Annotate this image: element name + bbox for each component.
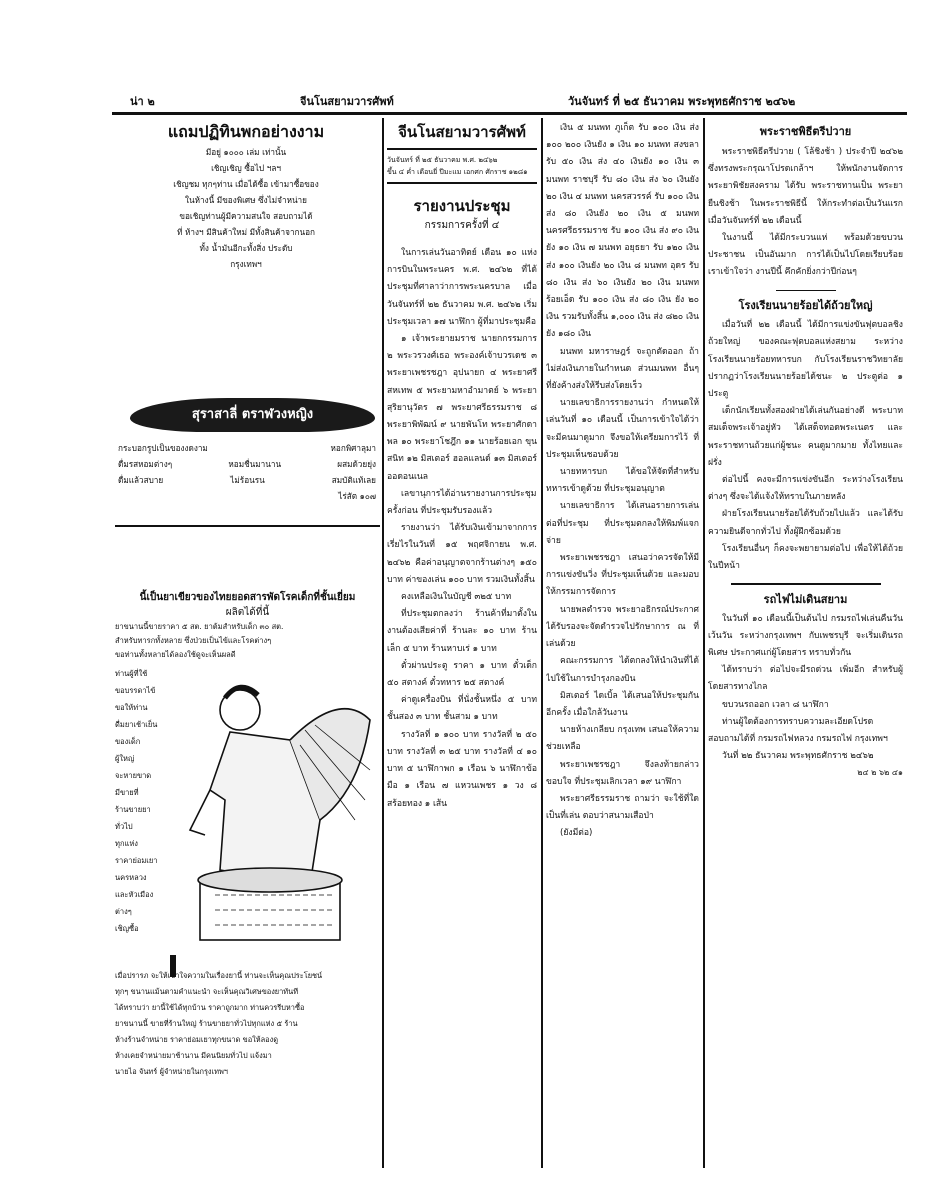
- ad-line: ยาขนานนี้ ขายที่ร้านใหญ่ ร้านขายยาทั่วไปทุกแห่ง ๕ ร้าน: [115, 1019, 298, 1028]
- ad-cell: ดื่มรสหอมต่างๆ: [118, 459, 173, 469]
- ad-line: ห้างร้านจำหน่าย ราคาย่อมเยาทุกขนาด ขอให้ลองดู: [115, 1035, 278, 1044]
- ad-cell: ไม่ร้อนรน: [230, 475, 265, 485]
- ad-side-text: [115, 665, 170, 937]
- paragraph: ในวันที่ ๑๐ เดือนนี้เป็นต้นไป กรมรถไฟเล่นคืนวันเว้นวัน ระหว่างกรุงเทพฯ กับเพชรบุรี จะเริ่มเดินรถพิเศษ ประกาศแก่ผู้โดยสาร ทราบทั่วกัน: [708, 613, 903, 659]
- paragraph: นายห้างเกลียบ กรุงเทพ เสนอให้ความช่วยเหลือ: [546, 725, 699, 753]
- paragraph: เมื่อวันที่ ๒๒ เดือนนี้ ได้มีการแข่งขันฟุตบอลชิงถ้วยใหญ่ ของคณะฟุตบอลแห่งสยาม ระหว่างโรงเรียนนายร้อยทหารบก กับโรงเรียนราชวิทยาลัย ปรากฏว่าโรงเรียนนายร้อยได้ชนะ ๒ ประตูต่อ ๑ ประตู: [708, 320, 903, 399]
- ad-sign: ไร่สัต ๑๐๗: [338, 491, 376, 501]
- page-number: น่า ๒: [130, 95, 155, 108]
- ad-row: [118, 440, 376, 456]
- paragraph: ในงานนี้ ได้มีกระบวนแห่ พร้อมด้วยขบวนประชาชน เป็นอันมาก การได้เป็นไปโดยเรียบร้อย เราเข้าใจว่า งานปีนี้ คึกคักยิ่งกว่าปีก่อนๆ: [708, 233, 903, 278]
- issue-line: ขึ้น ๔ ค่ำ เดือนยี่ ปีมะแม เอกศก ศักราช ๑๒๘๑: [387, 168, 528, 176]
- article-body: [387, 245, 537, 1170]
- paragraph: เลขานุการได้อ่านรายงานการประชุมครั้งก่อน ที่ประชุมรับรองแล้ว: [387, 488, 537, 517]
- paragraph: วันที่ ๒๒ ธันวาคม พระพุทธศักราช ๒๔๖๒: [722, 751, 874, 762]
- ad-line: ของเด็ก: [115, 737, 141, 746]
- ad-line: ยาขนานนี้ขายราคา ๕ สต. ยาต้มสำหรับเด็ก ๓๐ สต.: [115, 622, 284, 631]
- ad3-title: นี้เป็นยาเขียวของไทยยอดสารพัดโรคเด็กที่ชั้นเยี่ยม: [139, 592, 356, 603]
- paragraph: พระยาศรีธรรมราช ถามว่า จะใช้ที่ใดเป็นที่เล่น ตอบว่าสนามเสือป่า: [546, 793, 699, 822]
- ad-line: และหัวเมือง: [115, 890, 154, 899]
- paragraph: พระราชพิธีตรีปวาย ( โล้ชิงช้า ) ประจำปี ๒๔๖๒ ซึ่งทรงพระกรุณาโปรดเกล้าฯ ให้พนักงานจัดการ พระยาพิชัยสงคราม ได้รับ พระราชทานเป็น พระยายืนชิงช้า ในพระราชพิธีนี้ ให้กระทำต่อเป็นวันแรก เมื่อวันจันทร์ที่ ๒๒ เดือนนี้: [708, 147, 903, 226]
- ad3-subtitle: ผลิตได้ที่นี้: [225, 607, 270, 618]
- ad-line: เมื่อปรารภ จะให้เข้าใจความในเรื่องยานี้ ท่านจะเห็นคุณประโยชน์: [115, 971, 323, 980]
- ad-cell: หอมชื่นมานาน: [228, 459, 282, 469]
- issue-line: วันจันทร์ ที่ ๒๕ ธันวาคม พ.ศ. ๒๔๖๒: [387, 156, 498, 164]
- article-continued: [546, 120, 699, 1170]
- date-line: วันจันทร์ ที่ ๒๕ ธันวาคม พระพุทธศักราช ๒๔๖๒: [568, 95, 796, 108]
- ad-row: [118, 472, 376, 488]
- ad-calendar: [115, 120, 377, 272]
- ad-cell: สมบัติแท้เลย: [331, 475, 376, 485]
- ad-line: เชิญเชิญ ซื้อไป ฯลฯ: [211, 163, 281, 173]
- news-column: [708, 120, 903, 1170]
- ad-line: ขอให้ท่าน: [115, 703, 148, 712]
- ad-rule: [115, 525, 380, 527]
- column-divider: [703, 118, 705, 1168]
- paragraph: ได้ทราบว่า ต่อไปจะมีรถด่วน เพิ่มอีก สำหรับผู้โดยสารทางไกล: [708, 665, 903, 693]
- paragraph: ในการเล่นวันอาทิตย์ เดือน ๑๐ แห่งการบินในพระนคร พ.ศ. ๒๔๖๒ ที่ได้ประชุมที่ศาลาว่าการพระนครบาล เมื่อวันจันทร์ที่ ๒๒ ธันวาคม พ.ศ. ๒๔๖๒ เริ่มประชุมเวลา ๑๗ นาฬิกา ผู้ที่มาประชุมคือ: [387, 248, 537, 327]
- paragraph: ๑ เจ้าพระยายมราช นายกกรรมการ ๒ พระวรวงศ์เธอ พระองค์เจ้าบวรเดช ๓ พระยาเพชรชฎา อุปนายก ๔ พระยาศรีสหเทพ ๕ พระยามหาอำมาตย์ ๖ พระยาสุริยานุวัตร ๗ พระยาศรีธรรมราช ๘ พระยาพิพัฒน์ ๙ นายพันโท พระยาศักดาพล ๑๐ พระยาโชฎึก ๑๑ นายร้อยเอก ขุนสนิท ๑๒ มิสเตอร์ ฮอลแลนด์ ๑๓ มิสเตอร์ ออดอนเนล: [387, 334, 537, 482]
- article-subtitle: กรรมการครั้งที่ ๔: [424, 220, 500, 231]
- ad-line: ขอเชิญท่านผู้มีความสนใจ สอบถามได้: [179, 211, 313, 221]
- paragraph: พระยาเพชรชฎา เสนอว่าควรจัดให้มีการแข่งขันวิ่ง ที่ประชุมเห็นด้วย และมอบให้กรรมการจัดการ: [546, 553, 699, 598]
- paper-name: จีนโนสยามวารศัพท์: [300, 95, 394, 108]
- footer-code: ๒๔ ๒ ๖๒ ๔๑: [857, 767, 903, 777]
- ad-line: ทุกๆ ขนานแม้นตามคำแนะนำ จะเห็นคุณวิเศษของยาทันที: [115, 987, 299, 996]
- ad-line: กรุงเทพฯ: [230, 259, 262, 269]
- paragraph: ค่าดูเครื่องบิน ที่นั่งชั้นหนึ่ง ๕ บาท ชั้นสอง ๓ บาท ชั้นสาม ๑ บาท: [387, 695, 537, 723]
- ad-title: แถมปฏิทินพกอย่างงาม: [167, 122, 325, 141]
- paragraph: เด็กนักเรียนทั้งสองฝ่ายได้เล่นกันอย่างดี พระบาทสมเด็จพระเจ้าอยู่หัว ได้เสด็จทอดพระเนตร และพระราชทานถ้วยแก่ผู้ชนะ คนดูมากมาย ทั้งไทยและฝรั่ง: [708, 406, 903, 468]
- paragraph: มิสเตอร์ ไดเบิ้ล ได้เสนอให้ประชุมกันอีกครั้ง เมื่อใกล้วันงาน: [546, 690, 699, 718]
- ad-line: ได้ทราบว่า ยานี้ใช้ได้ทุกบ้าน ราคาถูกมาก ท่านควรรีบหาซื้อ: [115, 1003, 305, 1012]
- ad-line: มีอยู่ ๑๐๐๐ เล่ม เท่านั้น: [205, 147, 287, 157]
- paragraph: พระยาเพชรชฎา จึงลงท้ายกล่าวขอบใจ ที่ประชุมเลิกเวลา ๑๙ นาฬิกา: [546, 759, 699, 787]
- ad-line: ท่านผู้ที่ใช้: [115, 669, 148, 678]
- woman-illustration-image: [170, 650, 375, 960]
- ad-line: ต่างๆ: [115, 907, 132, 916]
- paragraph: นายทหารบก ได้ขอให้จัดที่สำหรับทหารเข้าดูด้วย ที่ประชุมอนุญาต: [546, 467, 699, 495]
- ad-line: ขอท่านทั้งหลายได้ลองใช้ดูจะเห็นผลดี: [115, 650, 236, 659]
- ad-banner-ribbon: สุราสาลี่ ตราฬวงหญิง: [130, 398, 375, 432]
- ad-line: จะหายขาด: [115, 771, 152, 780]
- ad-line: ร้านขายยา: [115, 805, 151, 814]
- ad-line: ห้างเคยจำหน่ายมาช้านาน มีคนนิยมทั่วไป แจ้งมา: [115, 1051, 272, 1060]
- paragraph: ที่ประชุมตกลงว่า ร้านค้าที่มาตั้งในงานต้องเสียค่าที่ ร้านละ ๑๐ บาท ร้านเล็ก ๕ บาท ร้านหาบเร่ ๑ บาท: [387, 609, 537, 654]
- ad-line: ผู้ใหญ่: [115, 754, 135, 763]
- ad-liquor: [118, 440, 376, 504]
- ad-line: ราคาย่อมเยา: [115, 856, 158, 865]
- ad-line: ทุกแห่ง: [115, 839, 138, 848]
- ad-line: นายไอ จันทร์ ผู้จำหน่ายในกรุงเทพฯ: [115, 1067, 228, 1076]
- paragraph: นายเลขาธิการรายงานว่า กำหนดให้เล่นวันที่ ๑๐ เดือนนี้ เป็นการเข้าใจได้ว่าจะมีคนมาดูมาก จึงขอให้เตรียมการไว้ ที่ประชุมเห็นชอบด้วย: [546, 398, 699, 460]
- ad-line: ดื่มยาเช้าเย็น: [115, 720, 158, 729]
- paragraph: เงิน ๕ มนพท ภูเก็ต รับ ๑๐๐ เงิน ส่ง ๑๐๐ ๒๐๐ เงินยัง ๑ เงิน ๑๐ มนพท สงขลา รับ ๕๐ เงิน ส่ง ๔๐ เงินยัง ๑๐ เงิน ๓ มนพท ราชบุรี รับ ๘๐ เงิน ส่ง ๖๐ เงินยัง ๒๐ เงิน ๔ มนพท นครสวรรค์ รับ ๑๐๐ เงิน ส่ง ๘๐ เงินยัง ๒๐ เงิน ๕ มนพท นครศรีธรรมราช รับ ๑๐๐ เงิน ส่ง ๙๐ เงินยัง ๑๐ เงิน ๗ มนพท อยุธยา รับ ๑๒๐ เงิน ส่ง ๑๐๐ เงินยัง ๒๐ เงิน ๘ มนพท อุดร รับ ๘๐ เงิน ส่ง ๖๐ เงินยัง ๒๐ เงิน มนพท ร้อยเอ็ด รับ ๑๐๐ เงิน ส่ง ๘๐ เงิน ยัง ๒๐ เงิน รวมรับทั้งสิ้น ๑,๐๐๐ เงิน ส่ง ๘๒๐ เงิน ยัง ๑๘๐ เงิน: [546, 123, 699, 340]
- paragraph: นายพลตำรวจ พระยาอธิกรณ์ประกาศ ได้รับรองจะจัดตำรวจไปรักษาการ ณ ที่เล่นด้วย: [546, 604, 699, 650]
- paragraph: โรงเรียนอื่นๆ ก็คงจะพยายามต่อไป เพื่อให้ได้ถ้วยในปีหน้า: [708, 543, 903, 571]
- paragraph: รายงานว่า ได้รับเงินเข้ามาจากการเรี่ยไรในวันที่ ๑๕ พฤศจิกายน พ.ศ. ๒๔๖๒ คือค่าอนุญาตจากร้านต่างๆ ๑๕๐ บาท ค่าของเล่น ๑๐๐ บาท รวมเงินทั้งสิ้น: [387, 523, 537, 585]
- ad-cell: หอกพิศาลุมา: [330, 443, 376, 453]
- ad-row: [118, 456, 376, 472]
- column-divider: [382, 118, 384, 1168]
- ad-cell: ผสมด้วยยุ่ง: [337, 459, 376, 469]
- ad-line: ทั้ง น้ำมันอีกะทั้งสิ่ง ประดับ: [199, 243, 293, 253]
- paragraph: รางวัลที่ ๑ ๑๐๐ บาท รางวัลที่ ๒ ๕๐ บาท รางวัลที่ ๓ ๒๕ บาท รางวัลที่ ๔ ๑๐ บาท ๕ นาฬิกาพก ๑ เรือน ๖ นาฬิกาข้อมือ ๑ เรือน ๗ แหวนเพชร ๑ วง ๘ สร้อยทอง ๑ เส้น: [387, 729, 537, 809]
- headline-football: โรงเรียนนายร้อยได้ถ้วยใหญ่: [738, 299, 873, 313]
- ad-cell: กระบอกรูปเป็นของงดงาม: [118, 443, 208, 453]
- ad-line: สำหรับทารกทั้งหลาย ซึ่งป่วยเป็นไข้และโรคต่างๆ: [115, 636, 272, 645]
- masthead: จีนโนสยามวารศัพท์: [398, 123, 526, 141]
- ad-bottom-text: [115, 968, 380, 1080]
- ad-line: ขอบรรดาไข้: [115, 686, 156, 695]
- header-rule: [112, 112, 907, 115]
- column-divider: [541, 118, 543, 1168]
- paragraph: ท่านผู้ใดต้องการทราบความละเอียดโปรดสอบถามได้ที่ กรมรถไฟหลวง กรมรถไฟ กรุงเทพฯ: [708, 716, 888, 745]
- ad-line: เชิญซื้อ: [115, 924, 139, 933]
- masthead-block: [387, 120, 537, 233]
- article-title: รายงานประชุม: [413, 197, 511, 215]
- paragraph: คณะกรรมการ ได้ตกลงให้นำเงินที่ได้ไปใช้ในการบำรุงกองบิน: [546, 656, 699, 684]
- paragraph: ต่อไปนี้ คงจะมีการแข่งขันอีก ระหว่างโรงเรียนต่างๆ ซึ่งจะได้แจ้งให้ทราบในภายหลัง: [708, 474, 903, 503]
- ad-line: ที่ ห้างฯ มีสินค้าใหม่ มีทั้งสินค้าจากนอก: [177, 227, 315, 237]
- ad-line: ทั่วไป: [115, 822, 133, 831]
- headline-triyampawai: พระราชพิธีตรีปวาย: [759, 125, 852, 138]
- ad-line: เชิญชม ทุกๆท่าน เมื่อได้ซื้อ เข้ามาซื้อของ: [173, 179, 319, 189]
- paragraph: ขบวนรถออก เวลา ๘ นาฬิกา: [722, 699, 829, 710]
- paragraph: ตั๋วผ่านประตู ราคา ๑ บาท ตั๋วเด็ก ๕๐ สตางค์ ตั๋วทหาร ๒๕ สตางค์: [387, 660, 537, 689]
- ad-cell: ดื่มแล้วสบาย: [118, 475, 164, 485]
- ad-line: มีขายที่: [115, 788, 139, 797]
- ad-line: ในห้างนี้ มีของพิเศษ ซึ่งไม่จำหน่าย: [185, 195, 307, 205]
- headline-railway: รถไฟไม่เดินสยาม: [763, 592, 848, 606]
- paragraph: มนพท มหาราษฎร์ จะถูกตัดออก ถ้าไม่ส่งเงินภายในกำหนด ส่วนมนพท อื่นๆ ที่ยังค้างส่งให้รีบส่งโดยเร็ว: [546, 346, 699, 392]
- ad-line: นครหลวง: [115, 873, 147, 882]
- paragraph: ฝ่ายโรงเรียนนายร้อยได้รับถ้วยไปแล้ว และได้รับความยินดีจากทั่วไป ทั้งผู้ฝึกซ้อมด้วย: [708, 509, 903, 537]
- paragraph: นายเลขาธิการ ได้เสนอรายการเล่นต่อที่ประชุม ที่ประชุมตกลงให้พิมพ์แจกจ่าย: [546, 501, 699, 546]
- paragraph: (ยังมีต่อ): [560, 828, 593, 839]
- paragraph: คงเหลือเงินในบัญชี ๓๒๕ บาท: [401, 592, 512, 603]
